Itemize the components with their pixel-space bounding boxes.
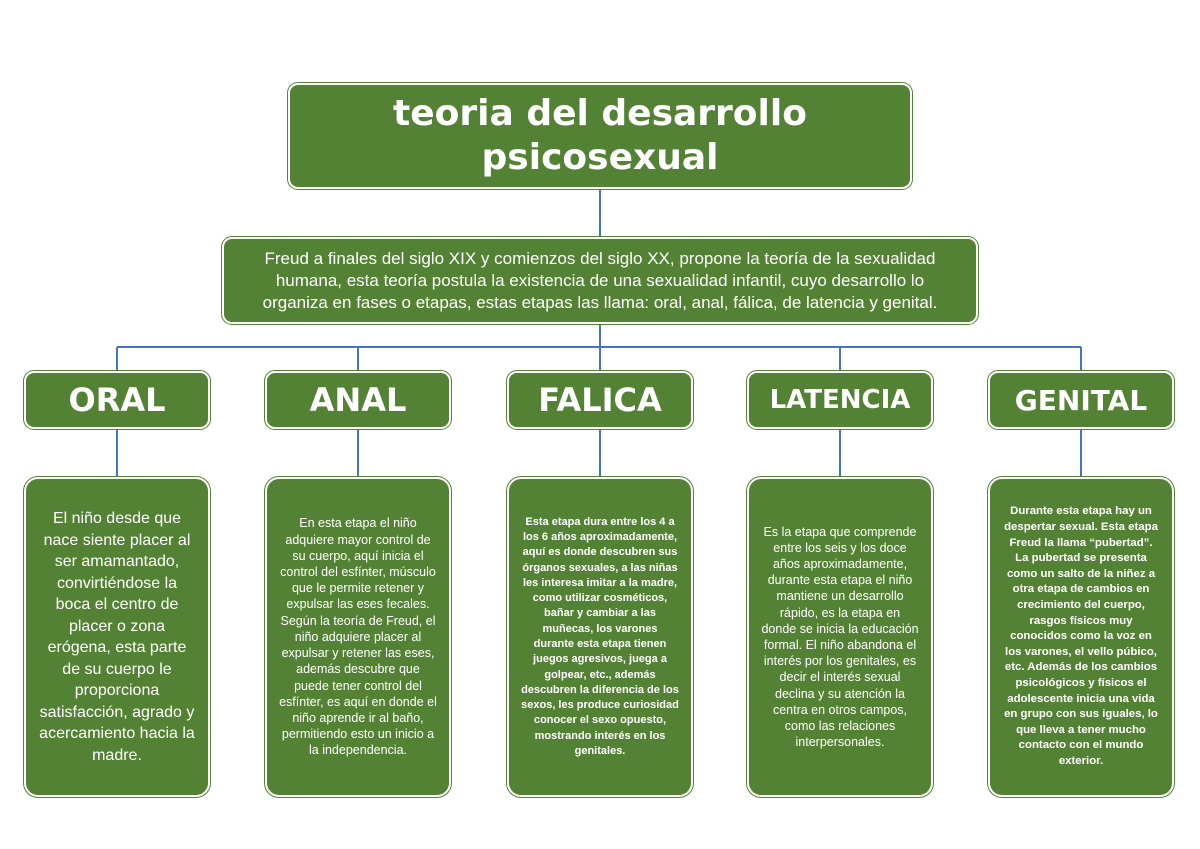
desc-oral-box <box>24 477 210 797</box>
stage-latencia-label: LATENCIA <box>769 385 911 415</box>
stage-oral-box <box>24 371 210 429</box>
desc-anal-box <box>265 477 451 797</box>
stage-oral-label: ORAL <box>68 381 166 419</box>
desc-falica-box <box>507 477 693 797</box>
stage-genital-label: GENITAL <box>1014 383 1148 417</box>
title-box <box>288 83 912 189</box>
stage-anal-box <box>265 371 451 429</box>
stage-latencia-box <box>747 371 933 429</box>
intro-text: Freud a finales del siglo XIX y comienzos del siglo XX, propone la teoría de la sexualidad humana, esta teoría postula la existencia de una sexualidad infantil, cuyo desarrollo lo organiza en fases o etapas, estas etapas las llama: oral, anal, fálica, de latencia y genital. <box>262 248 938 312</box>
desc-latencia-text: Es la etapa que comprende entre los seis y los doce años aproximadamente, durante esta etapa el niño mantiene un desarrollo rápido, es la etapa en donde se inicia la educación formal. El niño abandona el interés por los genitales, es decir el interés sexual declina y su atención la centra en otros campos, como las relaciones interpersonales. <box>761 524 919 750</box>
stage-anal-label: ANAL <box>309 381 407 419</box>
desc-oral-text: El niño desde que nace siente placer al ser amamantado, convirtiéndose la boca el centro de placer o zona erógena, esta parte de su cuerpo le proporciona satisfacción, agrado y acercamiento hacia la madre. <box>39 510 195 764</box>
desc-genital-text: Durante esta etapa hay un despertar sexual. Esta etapa Freud la llama “pubertad”. La pubertad se presenta como un salto de la niñez a otra etapa de cambios en crecimiento del cuerpo, rasgos físicos muy conocidos como la voz en los varones, el vello púbico, etc. Además de los cambios psicológicos y físicos el adolescente inicia una vida en grupo con sus iguales, lo que lleva a tener mucho contacto con el mundo exterior. <box>1004 505 1158 767</box>
stage-falica-box <box>507 371 693 429</box>
desc-latencia-box <box>747 477 933 797</box>
desc-genital-box <box>988 477 1174 797</box>
desc-anal-text: En esta etapa el niño adquiere mayor control de su cuerpo, aquí inicia el control del esfínter, músculo que le permite retener y expulsar las eses fecales. Según la teoría de Freud, el niño adquiere placer al expulsar y retener las eses, además descubre que puede tener control del esfínter, es aquí en donde el niño aprende ir al baño, permitiendo esto un inicio a la independencia. <box>279 516 437 758</box>
stage-genital-box <box>988 371 1174 429</box>
diagram-title: teoria del desarrollo psicosexual <box>393 93 807 178</box>
desc-falica-text: Esta etapa dura entre los 4 a los 6 años aproximadamente, aquí es donde descubren sus órganos sexuales, a las niñas les interesa imitar a la madre, como utilizar cosméticos, bañar y cambiar a las muñecas, los varones durante esta etapa tienen juegos agresivos, juega a golpear, etc., además descubren la diferencia de los sexos, les produce curiosidad conocer el sexo opuesto, mostrando interés en los genitales. <box>521 515 679 758</box>
intro-box <box>222 237 978 324</box>
stage-falica-label: FALICA <box>538 381 662 419</box>
